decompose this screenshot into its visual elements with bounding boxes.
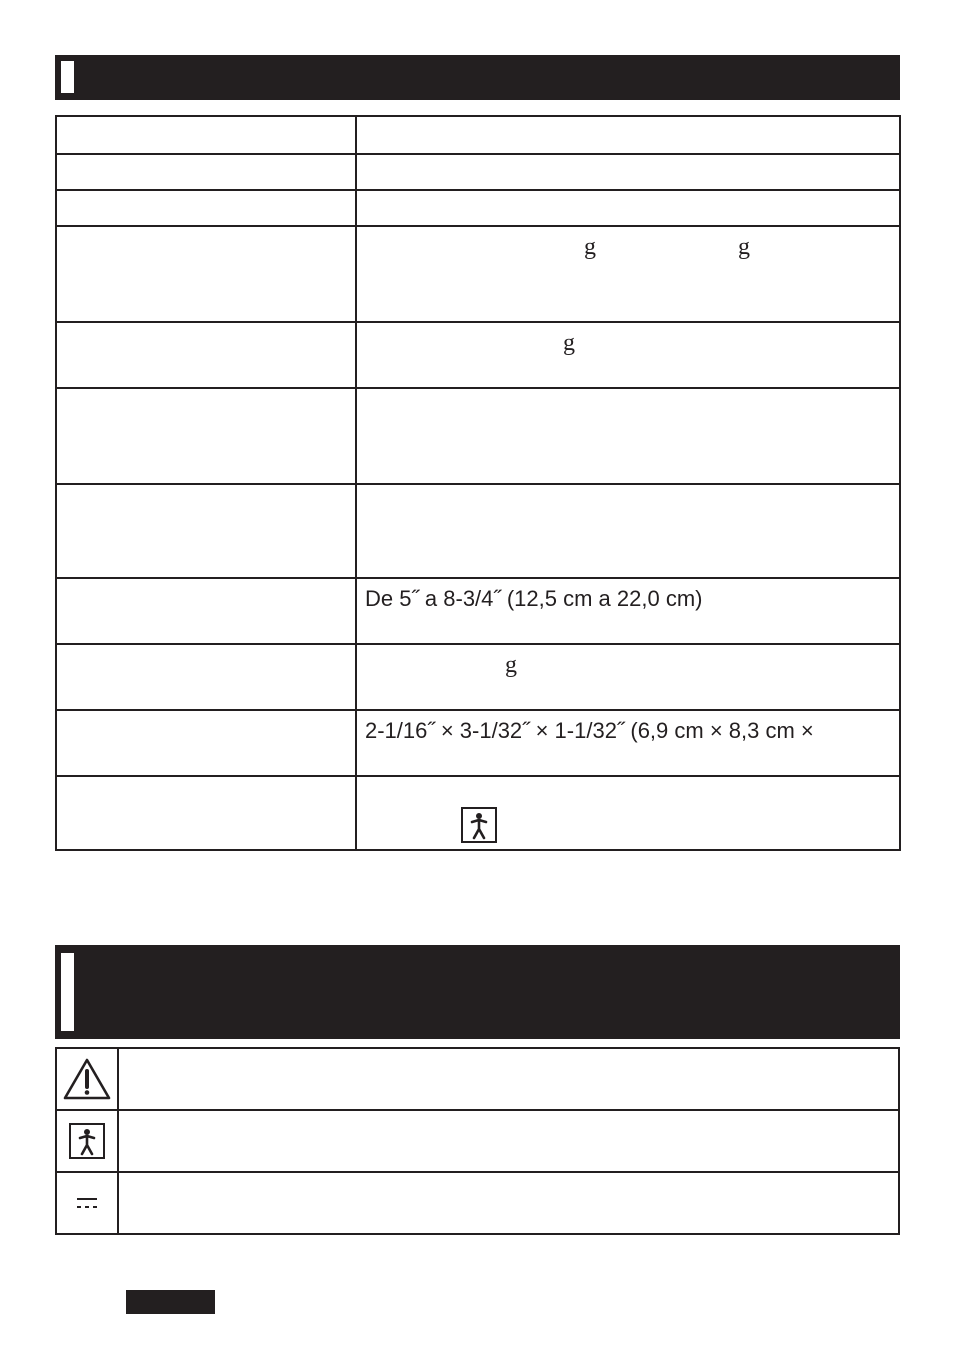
symbols-heading-bar [55,945,900,1039]
spec-value-cell [356,226,900,322]
spec-label-cell [56,644,356,710]
spec-label-cell [56,190,356,226]
spec-value-cell [356,388,900,484]
unit-glyph: g [563,330,575,356]
spec-value-cell: 2-1/16˝ × 3-1/32˝ × 1-1/32˝ (6,9 cm × 8,3 cm × [356,710,900,776]
direct-current-icon [75,1196,99,1210]
spec-label-cell [56,154,356,190]
page-number-tab [126,1290,215,1314]
table-row [56,1048,899,1110]
table-row [56,776,900,850]
table-row [56,388,900,484]
spec-label-cell [56,322,356,388]
spec-label-cell [56,226,356,322]
heading-marker [61,953,74,1031]
table-row [56,484,900,578]
symbol-cell [56,1172,118,1234]
specifications-table [55,115,901,851]
unit-glyph: g [738,234,750,260]
spec-label-cell [56,776,356,850]
table-row [56,154,900,190]
symbol-cell [56,1110,118,1172]
table-row [56,322,900,388]
symbol-cell [56,1048,118,1110]
spec-label-cell [56,484,356,578]
unit-glyph: g [584,234,596,260]
spec-value-cell [356,484,900,578]
unit-glyph: g [505,652,517,678]
table-row [56,1172,899,1234]
table-row [56,710,900,776]
type-bf-applied-part-icon [69,1123,105,1159]
table-row [56,226,900,322]
type-bf-applied-part-icon [461,807,497,843]
table-row [56,644,900,710]
warning-triangle-icon [62,1057,112,1101]
table-row [56,1110,899,1172]
spec-value-cell [356,154,900,190]
specifications-heading-bar [55,55,900,100]
spec-value-cell [356,322,900,388]
symbol-description-cell [118,1048,899,1110]
table-row [56,578,900,644]
spec-label-cell [56,710,356,776]
heading-marker [61,61,74,93]
spec-label-cell [56,578,356,644]
spec-label-cell [56,116,356,154]
table-row [56,116,900,154]
spec-value-cell: De 5˝ a 8-3/4˝ (12,5 cm a 22,0 cm) [356,578,900,644]
spec-value-cell [356,190,900,226]
table-row [56,190,900,226]
spec-label-cell [56,388,356,484]
symbols-table [55,1047,900,1235]
spec-value-cell [356,116,900,154]
symbol-description-cell [118,1172,899,1234]
spec-value-cell [356,776,900,850]
symbol-description-cell [118,1110,899,1172]
spec-value-cell [356,644,900,710]
